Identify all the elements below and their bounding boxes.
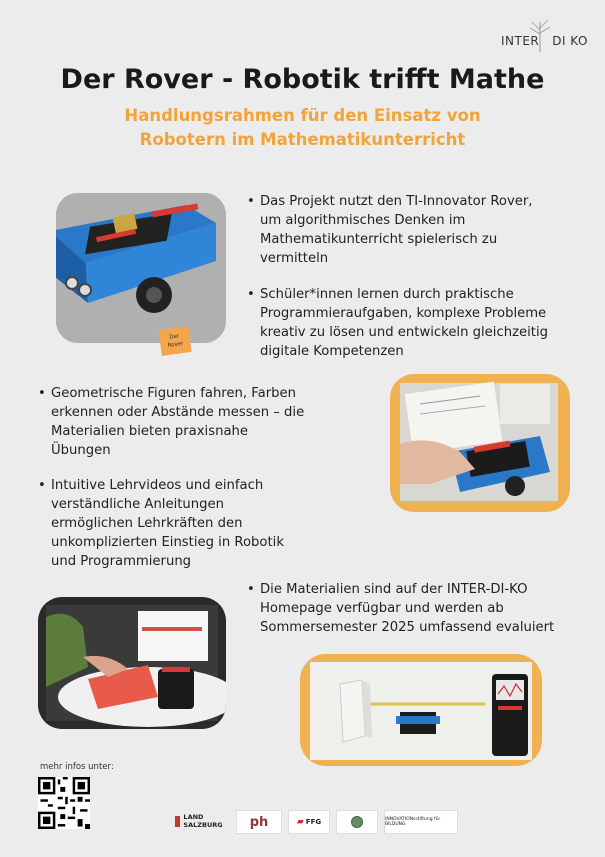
- bullet-dot: •: [38, 386, 46, 401]
- bullet-geometry: [38, 384, 305, 460]
- track-illustration: [300, 654, 542, 766]
- bullet-line: Geometrische Figuren fahren, Farben: [51, 386, 297, 401]
- ffg-mark-icon: ▰: [296, 817, 304, 827]
- sticky-note-line: Der: [169, 333, 180, 341]
- rover-illustration: [56, 193, 226, 343]
- bullet-students: [247, 285, 548, 361]
- sponsor-logo-land-salzburg: [175, 810, 231, 832]
- more-info-label: mehr infos unter:: [40, 762, 114, 772]
- sponsor-name: ph: [249, 814, 269, 830]
- bullet-dot: •: [38, 478, 46, 493]
- bullet-line: und Programmierung: [51, 554, 192, 569]
- bullet-dot: •: [247, 287, 255, 302]
- sponsor-name: LAND SALZBURG: [183, 813, 223, 829]
- bullet-line: unkomplizierten Einstieg in Robotik: [51, 535, 284, 550]
- sponsor-logo-seal: [336, 810, 378, 834]
- bullet-project: [247, 192, 533, 268]
- bullet-line: Übungen: [51, 443, 111, 458]
- subtitle-line: Handlungsrahmen für den Einsatz von: [124, 106, 481, 125]
- sponsor-name: FFG: [305, 818, 322, 826]
- sticky-note: [158, 326, 191, 356]
- subtitle-line: Robotern im Mathematikunterricht: [139, 130, 466, 149]
- bullet-line: Intuitive Lehrvideos und einfach: [51, 478, 264, 493]
- bullet-line: digitale Kompetenzen: [260, 344, 404, 359]
- qr-code[interactable]: [38, 777, 90, 829]
- sponsor-logo-ph: [236, 810, 282, 834]
- bullet-line: Homepage verfügbar und werden ab: [260, 601, 504, 616]
- bullet-materials: [247, 580, 555, 637]
- bullet-line: Programmieraufgaben, komplexe Probleme: [260, 306, 547, 321]
- page-title: Der Rover - Robotik trifft Mathe: [60, 64, 545, 95]
- bullet-line: kreativ zu lösen und entwickeln gleichzeitig: [260, 325, 548, 340]
- classroom-illustration: [38, 597, 226, 729]
- bullet-dot: •: [247, 582, 255, 597]
- bullet-line: um algorithmisches Denken im: [260, 213, 466, 228]
- seal-icon: [351, 816, 363, 828]
- classroom-photo: [38, 597, 226, 729]
- land-salzburg-crest-icon: [175, 816, 180, 827]
- rover-photo: [56, 193, 226, 343]
- rover-hand-photo: [390, 374, 570, 512]
- interdiko-logo: [495, 18, 605, 58]
- track-photo: [300, 654, 542, 766]
- page-subtitle: [0, 104, 605, 152]
- logo-text: INTER DI KO: [501, 34, 588, 48]
- bullet-line: vermitteln: [260, 251, 329, 266]
- bullet-line: Das Projekt nutzt den TI-Innovator Rover,: [260, 194, 533, 209]
- bullet-line: verständliche Anleitungen: [51, 497, 224, 512]
- rover-hand-illustration: [390, 374, 570, 512]
- bullet-line: Schüler*innen lernen durch praktische: [260, 287, 514, 302]
- bullet-line: Materialien bieten praxisnahe: [51, 424, 249, 439]
- bullet-line: ermöglichen Lehrkräften den: [51, 516, 243, 531]
- sponsor-logo-ffg: [288, 810, 330, 834]
- sponsor-logo-innovationsstiftung: [384, 810, 458, 834]
- sponsor-name: INNOVATIONsstiftung für BILDUNG: [385, 817, 441, 827]
- bullet-videos: [38, 476, 284, 571]
- bullet-line: Sommersemester 2025 umfassend evaluiert: [260, 620, 555, 635]
- bullet-line: Mathematikunterricht spielerisch zu: [260, 232, 498, 247]
- bullet-dot: •: [247, 194, 255, 209]
- sticky-note-line: Rover: [167, 340, 184, 350]
- bullet-line: erkennen oder Abstände messen – die: [51, 405, 305, 420]
- bullet-line: Die Materialien sind auf der INTER-DI-KO: [260, 582, 528, 597]
